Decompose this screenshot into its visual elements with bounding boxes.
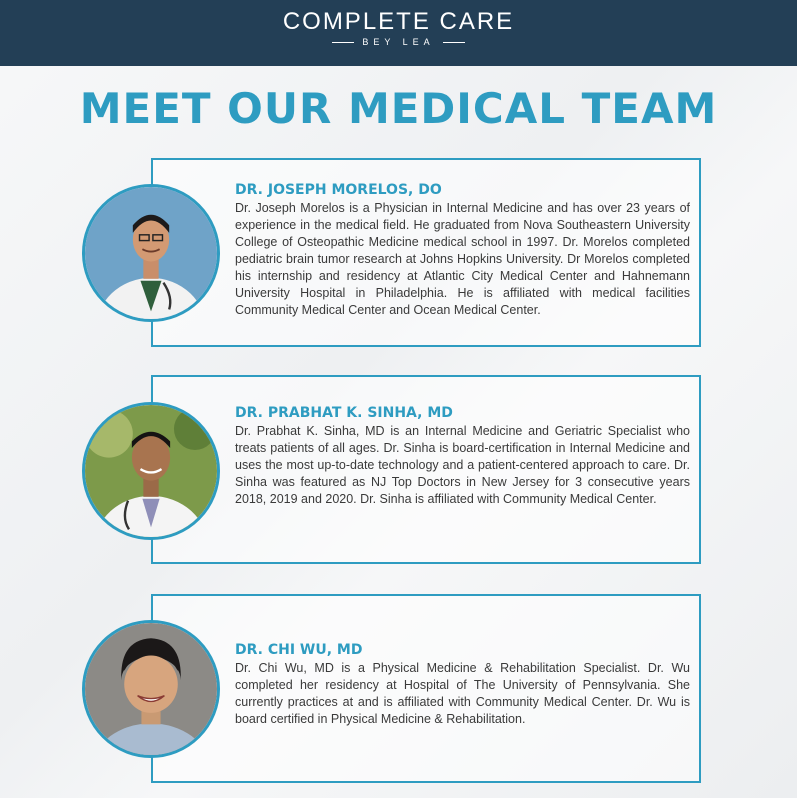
doctor-bio: Dr. Joseph Morelos is a Physician in Internal Medicine and has over 23 years of experience in the medical field. He graduated from Nova Southeastern University College of Osteopathic Medicine medical school in 1997. Dr. Morelos completed pediatric brain tumor research at Johns Hopkins University. Dr Morelos completed his internship and residency at Atlantic City Medical Center and Hahnemann University Hospital in Philadelphia. He is affiliated with medical facilities Community Medical Center and Ocean Medical Center. (235, 201, 690, 317)
doctor-card-wu (151, 594, 701, 783)
divider-right (443, 42, 465, 43)
doctor-card-morelos (151, 158, 701, 347)
page-title: MEET OUR MEDICAL TEAM (79, 84, 718, 133)
doctor-portrait-image (85, 405, 217, 537)
divider-left (332, 42, 354, 43)
doctor-card-sinha (151, 375, 701, 564)
doctor-name: DR. PRABHAT K. SINHA, MD (235, 405, 453, 421)
brand-logo[interactable]: COMPLETE CARE (282, 8, 515, 35)
doctor-name: DR. CHI WU, MD (235, 642, 363, 658)
brand-subtitle (0, 37, 797, 47)
doctor-photo-morelos (82, 184, 220, 322)
doctor-portrait-image (85, 623, 217, 755)
site-header (0, 0, 797, 66)
doctor-bio: Dr. Prabhat K. Sinha, MD is an Internal Medicine and Geriatric Specialist who treats patients of all ages. Dr. Sinha is board-certification in Internal Medicine and uses the most up-to-date technology and a patient-centered approach to care. Dr. Sinha was featured as NJ Top Doctors in New Jersey for 3 consecutive years 2018, 2019 and 2020. Dr. Sinha is affiliated with Community Medical Center. (235, 424, 690, 506)
doctor-photo-sinha (82, 402, 220, 540)
doctor-name: DR. JOSEPH MORELOS, DO (235, 182, 442, 198)
doctor-portrait-image (85, 187, 217, 319)
brand-subtitle-text: BEY LEA (362, 37, 435, 47)
doctor-bio: Dr. Chi Wu, MD is a Physical Medicine & Rehabilitation Specialist. Dr. Wu completed her residency at Hospital of The University of Pennsylvania. She currently practices at and is affiliated with Community Medical Center. Dr. Wu is board certified in Physical Medicine & Rehabilitation. (235, 661, 690, 726)
doctor-photo-wu (82, 620, 220, 758)
